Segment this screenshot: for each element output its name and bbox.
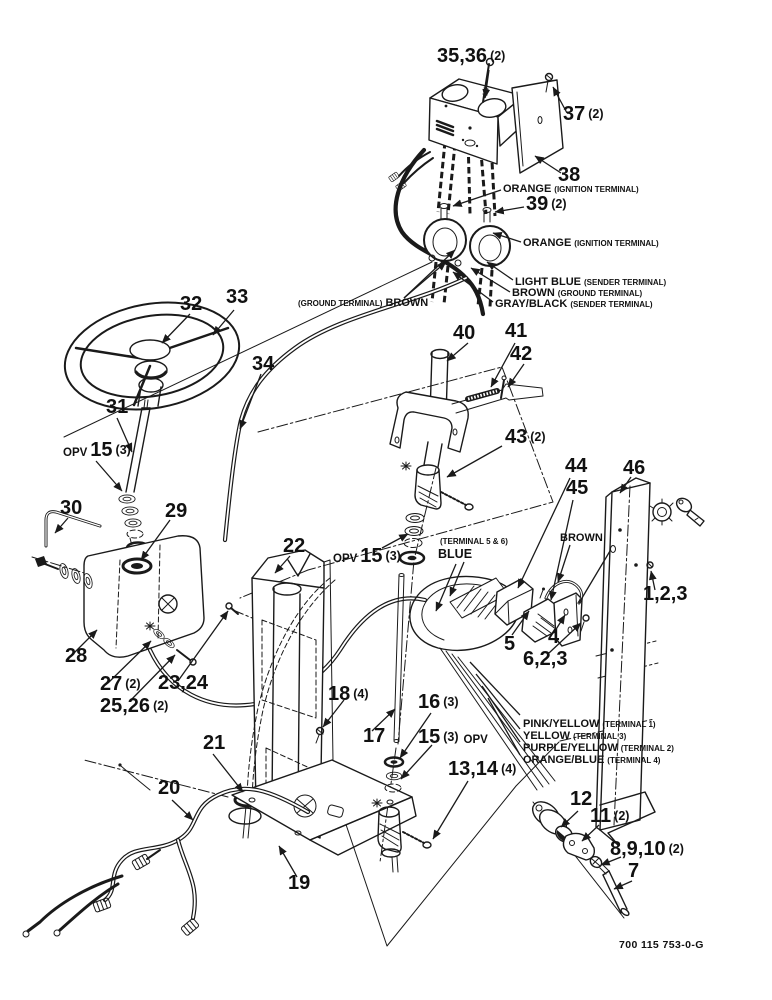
mounting-bracket: [512, 80, 563, 173]
callout-44: 44: [565, 455, 588, 477]
reservoir-tank: [84, 536, 204, 657]
callout-15-mid: OPV 15 (3): [333, 545, 401, 567]
key-set: [650, 495, 704, 526]
callout-15-low: 15 (3) OPV: [418, 726, 488, 748]
clamp-bracket-40: [390, 392, 468, 452]
steering-shaft-upper: [119, 400, 150, 558]
callout-21: 21: [203, 732, 226, 754]
callout-8-9-10: 8,9,10 (2): [610, 838, 684, 860]
instrument-cluster: [429, 79, 526, 164]
callout-37: 37 (2): [563, 103, 604, 125]
drawing-number: 700 115 753-0-G: [619, 939, 704, 951]
callout-23-24: 23,24: [158, 672, 209, 694]
callout-33: 33: [226, 286, 249, 308]
wire-label-light-blue: LIGHT BLUE (SENDER TERMINAL): [515, 276, 667, 288]
callout-28: 28: [65, 645, 88, 667]
callout-41: 41: [505, 320, 528, 342]
horn-cap: [130, 340, 170, 360]
bracket-screw-623: [581, 615, 589, 631]
callout-29: 29: [165, 500, 188, 522]
callout-31: 31: [106, 396, 129, 418]
wire-label-brown-switch: BROWN: [560, 532, 603, 544]
callout-6-2-3: 6,2,3: [523, 648, 568, 670]
callout-13-14: 13,14 (4): [448, 758, 517, 780]
callout-4: 4: [548, 626, 560, 648]
wire-label-terminal-5-6: (TERMINAL 5 & 6): [440, 537, 508, 546]
callout-43: 43 (2): [505, 426, 546, 448]
callout-45: 45: [566, 477, 589, 499]
u-joint-upper: [401, 462, 473, 510]
callout-38: 38: [558, 164, 581, 186]
callout-1-2-3: 1,2,3: [643, 583, 688, 605]
callout-19: 19: [288, 872, 311, 894]
callout-39: 39 (2): [526, 193, 567, 215]
callout-27: 27 (2): [100, 673, 141, 695]
callout-25-26: 25,26 (2): [100, 695, 169, 717]
wire-label-orange-ignition-1: ORANGE (IGNITION TERMINAL): [503, 183, 639, 195]
callout-46: 46: [623, 457, 646, 479]
callout-5: 5: [504, 633, 516, 655]
callout-30: 30: [60, 497, 83, 519]
callout-12: 12: [570, 788, 593, 810]
callout-35-36: 35,36 (2): [437, 45, 506, 67]
wire-label-yellow: YELLOW (TERMINAL 3): [523, 730, 627, 742]
wire-label-ground-brown: (GROUND TERMINAL) BROWN: [298, 297, 429, 309]
callout-40: 40: [453, 322, 476, 344]
callout-42: 42: [510, 343, 533, 365]
wire-label-brown-ground: BROWN (GROUND TERMINAL): [512, 287, 643, 299]
console-panel: [596, 478, 655, 845]
callout-32: 32: [180, 293, 203, 315]
callout-18: 18 (4): [328, 683, 369, 705]
wire-label-orange-blue: ORANGE/BLUE (TERMINAL 4): [523, 754, 661, 766]
callout-15-upper: OPV 15 (3): [63, 439, 131, 461]
wire-label-blue: BLUE: [438, 547, 473, 561]
callout-34: 34: [252, 353, 275, 375]
wire-label-purple-yellow: PURPLE/YELLOW (TERMINAL 2): [523, 742, 674, 754]
wire-label-gray-black: GRAY/BLACK (SENDER TERMINAL): [495, 298, 653, 310]
callout-22: 22: [283, 535, 306, 557]
wire-label-pink-yellow: PINK/YELLOW (TERMINAL 1): [523, 718, 656, 730]
callout-17: 17: [363, 725, 386, 747]
callout-7: 7: [628, 860, 640, 882]
callout-20: 20: [158, 777, 181, 799]
callout-11: 11 (2): [590, 805, 630, 827]
steering-wheel: [56, 290, 247, 423]
callout-16: 16 (3): [418, 691, 459, 713]
wire-label-orange-ignition-2: ORANGE (IGNITION TERMINAL): [523, 237, 659, 249]
u-joint-lower: [372, 799, 431, 872]
